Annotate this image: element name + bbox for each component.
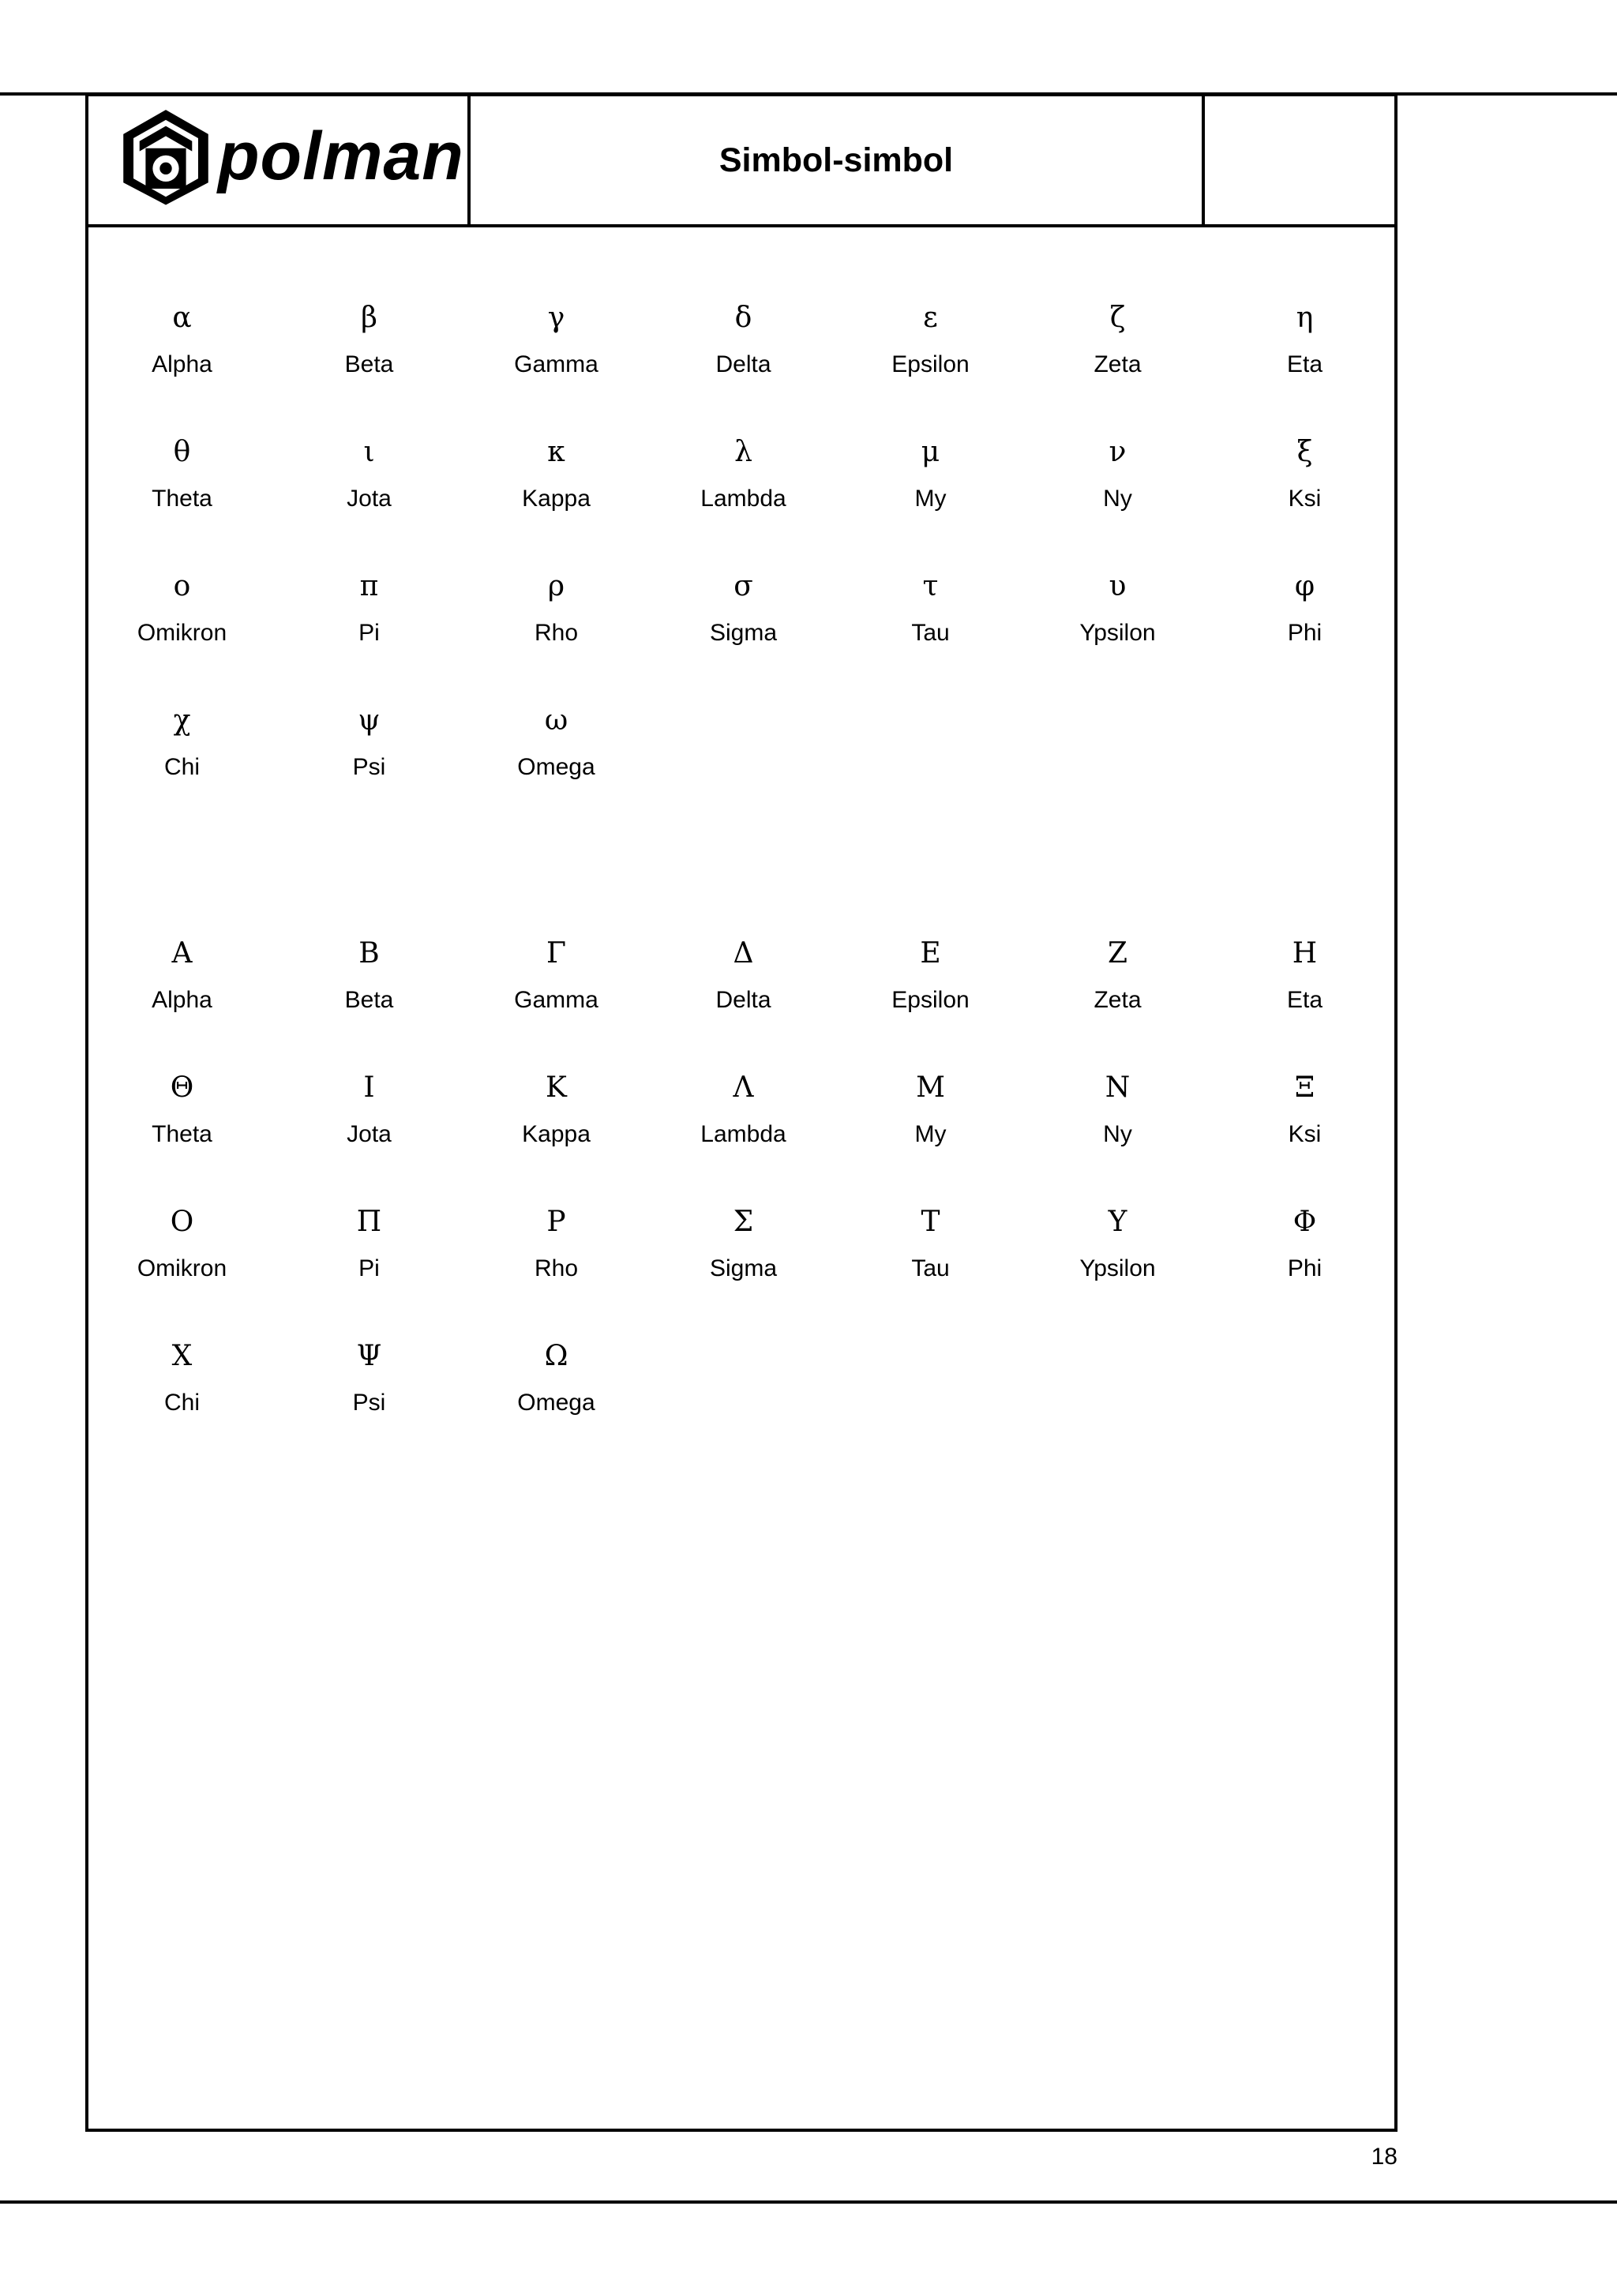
symbol-cell [1024, 1198, 1211, 1285]
symbol-cell [1211, 428, 1398, 515]
symbol-name: Rho [534, 1255, 579, 1281]
greek-symbol: θ [173, 436, 191, 468]
symbol-cell [276, 428, 463, 515]
symbol-cell [837, 294, 1024, 381]
symbol-cell [650, 929, 837, 1016]
greek-symbol: δ [734, 302, 752, 334]
greek-symbol: Ο [170, 1206, 194, 1238]
greek-symbol: Ζ [1107, 937, 1127, 970]
symbol-name: Theta [152, 486, 212, 512]
greek-symbol: Ω [544, 1340, 568, 1372]
greek-symbol: σ [733, 570, 753, 602]
symbol-cell [1211, 1198, 1398, 1285]
page-frame [85, 93, 1398, 2132]
greek-symbol: Μ [916, 1071, 945, 1104]
greek-symbol: ρ [547, 570, 565, 602]
symbol-name: Lambda [700, 486, 786, 512]
symbol-name: Kappa [522, 1121, 591, 1147]
symbol-cell [463, 929, 650, 1016]
symbol-name: Eta [1286, 987, 1323, 1013]
symbol-name: Ypsilon [1079, 620, 1156, 646]
symbol-name: Phi [1287, 1255, 1322, 1281]
greek-symbol: Χ [171, 1340, 193, 1372]
greek-symbol: Θ [170, 1071, 194, 1104]
symbol-name: Theta [152, 1121, 212, 1147]
symbol-cell [463, 562, 650, 649]
greek-symbol: Ν [1105, 1071, 1131, 1104]
symbol-cell [463, 1332, 650, 1419]
symbol-name: Zeta [1094, 351, 1142, 377]
symbol-name: Lambda [700, 1121, 786, 1147]
symbol-cell [463, 1198, 650, 1285]
symbol-name: Beta [344, 351, 394, 377]
symbol-name: Alpha [152, 987, 212, 1013]
symbol-name: Epsilon [891, 351, 970, 377]
symbol-cell [276, 1198, 463, 1285]
symbol-name: Psi [352, 1390, 386, 1416]
symbol-name: Ksi [1288, 1121, 1322, 1147]
symbol-cell [650, 428, 837, 515]
symbol-cell [88, 696, 276, 783]
symbol-name: Sigma [709, 620, 778, 646]
symbol-cell [837, 1064, 1024, 1150]
symbol-name: Tau [911, 1255, 950, 1281]
symbol-cell [463, 294, 650, 381]
symbol-cell [837, 1198, 1024, 1285]
symbol-name: Jota [347, 486, 392, 512]
symbol-cell [1024, 294, 1211, 381]
symbol-cell [650, 294, 837, 381]
symbol-name: My [914, 1121, 947, 1147]
greek-symbol: ο [173, 570, 191, 602]
symbol-cell [1024, 562, 1211, 649]
symbol-cell [650, 1198, 837, 1285]
greek-symbol: Λ [733, 1071, 754, 1104]
header-empty-cell [1205, 96, 1394, 224]
symbol-cell [88, 562, 276, 649]
header-table [88, 96, 1394, 227]
greek-symbol: ι [363, 436, 375, 468]
logo-wordmark: polman [218, 118, 464, 194]
greek-symbol: Η [1292, 937, 1318, 970]
symbol-name: Alpha [152, 351, 212, 377]
logo-cell [88, 96, 471, 224]
symbol-cell [88, 1064, 276, 1150]
symbol-name: Ypsilon [1079, 1255, 1156, 1281]
greek-symbol: ν [1109, 436, 1127, 468]
greek-symbol: φ [1294, 570, 1315, 602]
greek-symbol: μ [921, 436, 940, 468]
greek-symbol: Υ [1108, 1206, 1127, 1238]
symbol-name: Tau [911, 620, 950, 646]
symbol-cell [1024, 1064, 1211, 1150]
greek-symbol: ω [544, 704, 568, 737]
greek-symbol: Ε [920, 937, 941, 970]
greek-symbol: Σ [733, 1206, 754, 1238]
greek-symbol: Φ [1292, 1206, 1317, 1238]
symbol-cell [463, 1064, 650, 1150]
greek-symbol: κ [547, 436, 565, 468]
symbol-cell [1211, 929, 1398, 1016]
greek-symbol: τ [922, 570, 939, 602]
greek-symbol: ψ [358, 704, 381, 737]
symbol-name: Omikron [137, 1255, 227, 1281]
symbol-name: Ny [1103, 1121, 1132, 1147]
greek-symbol: ξ [1296, 436, 1313, 468]
greek-symbol: β [361, 302, 377, 334]
symbol-cell [88, 1332, 276, 1419]
greek-symbol: ε [923, 302, 938, 334]
page-title: Simbol-simbol [718, 141, 954, 179]
greek-symbol: γ [547, 302, 565, 334]
symbol-cell [1211, 1064, 1398, 1150]
symbol-cell [837, 428, 1024, 515]
symbol-name: Psi [352, 754, 386, 780]
greek-symbol: χ [173, 704, 191, 737]
greek-symbol: η [1296, 302, 1314, 334]
greek-symbol: ζ [1109, 302, 1126, 334]
greek-symbol: Ι [363, 1071, 375, 1104]
symbol-cell [88, 1198, 276, 1285]
symbol-cell [276, 696, 463, 783]
symbol-cell [837, 929, 1024, 1016]
symbol-name: Pi [358, 620, 380, 646]
symbol-name: Chi [163, 1390, 200, 1416]
greek-symbol: Ψ [356, 1340, 382, 1372]
symbol-name: Beta [344, 987, 394, 1013]
symbol-cell [1024, 929, 1211, 1016]
polman-logo-icon [115, 106, 216, 207]
bottom-rule [0, 2200, 1617, 2204]
symbol-cell [463, 696, 650, 783]
greek-symbol: Γ [546, 937, 566, 970]
symbol-name: Gamma [514, 351, 598, 377]
symbol-name: Delta [715, 351, 771, 377]
symbol-name: Eta [1286, 351, 1323, 377]
symbol-name: Gamma [514, 987, 598, 1013]
symbol-cell [276, 562, 463, 649]
symbol-cell [1024, 428, 1211, 515]
symbol-name: Sigma [709, 1255, 778, 1281]
greek-symbol: Π [356, 1206, 382, 1238]
symbol-cell [88, 294, 276, 381]
greek-symbol: α [172, 302, 192, 334]
greek-symbol: Τ [921, 1206, 940, 1238]
symbol-name: Omega [517, 1390, 595, 1416]
greek-symbol: Α [171, 937, 193, 970]
symbol-name: Omega [517, 754, 595, 780]
symbol-name: Pi [358, 1255, 380, 1281]
greek-symbol: λ [734, 436, 752, 468]
page-number: 18 [1371, 2144, 1398, 2170]
symbol-name: My [914, 486, 947, 512]
symbol-cell [1211, 562, 1398, 649]
symbol-name: Rho [534, 620, 579, 646]
symbol-name: Omikron [137, 620, 227, 646]
symbol-name: Epsilon [891, 987, 970, 1013]
greek-symbol: Ρ [546, 1206, 566, 1238]
symbol-cell [88, 929, 276, 1016]
title-cell [471, 96, 1205, 224]
symbol-cell [276, 1064, 463, 1150]
symbol-cell [837, 562, 1024, 649]
greek-symbol: Ξ [1294, 1071, 1315, 1104]
symbol-name: Chi [163, 754, 200, 780]
symbol-name: Kappa [522, 486, 591, 512]
symbol-cell [650, 1064, 837, 1150]
symbol-cell [463, 428, 650, 515]
symbol-cell [650, 562, 837, 649]
symbol-cell [276, 929, 463, 1016]
greek-symbol: υ [1109, 570, 1127, 602]
symbol-name: Ny [1103, 486, 1132, 512]
symbol-name: Phi [1287, 620, 1322, 646]
greek-symbol: Β [358, 937, 380, 970]
symbol-name: Delta [715, 987, 771, 1013]
greek-symbol: Κ [546, 1071, 567, 1104]
symbol-cell [276, 1332, 463, 1419]
symbol-cell [88, 428, 276, 515]
symbol-name: Zeta [1094, 987, 1142, 1013]
greek-symbol: Δ [733, 937, 754, 970]
symbol-cell [276, 294, 463, 381]
symbol-name: Ksi [1288, 486, 1322, 512]
symbol-cell [1211, 294, 1398, 381]
symbol-name: Jota [347, 1121, 392, 1147]
greek-symbol: π [359, 570, 379, 602]
